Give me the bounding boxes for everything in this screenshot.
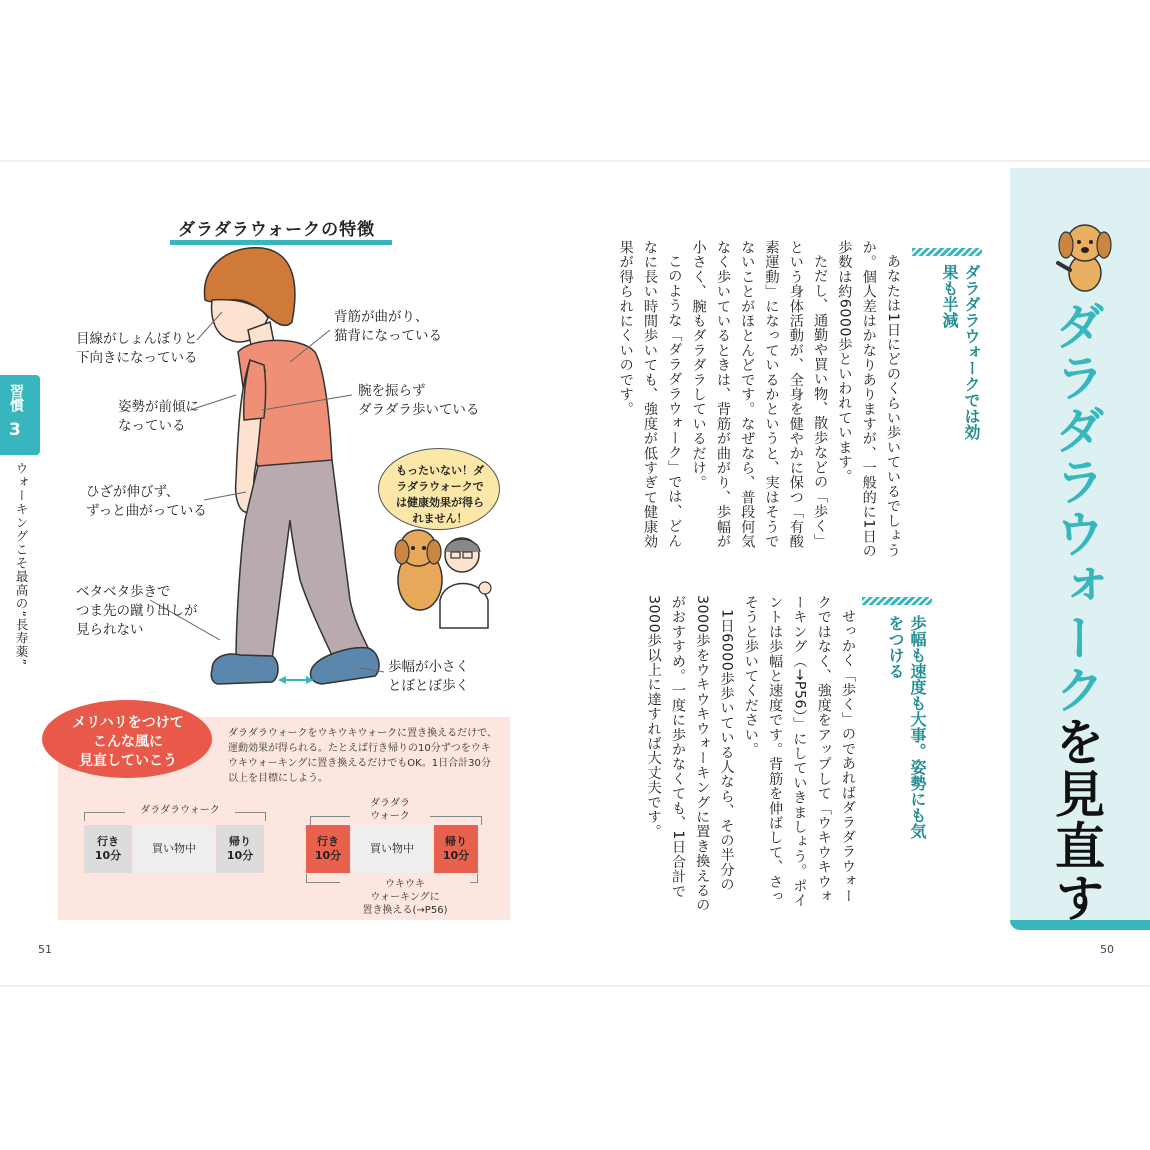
section2-heading-bar (862, 597, 932, 605)
main-title-part2: を見直す (1047, 716, 1105, 924)
section1-paragraph-2: ただし、通勤や買い物、散歩などの「歩く」という身体活動が、全身を健やかに保つ「有酸素運動」になっているかというと、実はそうでないことがほとんどです。なぜなら、普段何気なく歩いているときは、背筋が曲がり、歩幅が小さく、腕もダラダラしているだけ。 (690, 240, 829, 549)
right-top-label: ダラダラ ウォーク (350, 797, 430, 823)
label-back: 背筋が曲がり、 猫背になっている (334, 309, 442, 344)
section1-paragraph-1: あなたは1日にどのくらい歩いているでしょうか。個人差はかなりありますが、一般的に1日の歩数は約6000歩といわれています。 (836, 240, 901, 559)
chapter-subtitle: ウォーキングこそ最高の“長寿薬” (14, 462, 29, 666)
label-gaze: 目線がしょんぼりと 下向きになっている (76, 331, 198, 366)
main-title-part1: ダラダラウォーク (1047, 300, 1105, 716)
section2-heading: 歩幅も速度も大事。姿勢にも気をつける (886, 615, 927, 839)
label-posture: 姿勢が前傾に なっている (118, 399, 199, 434)
speech-bubble-text: もったいない！ダラダラウォークでは健康効果が得られません！ (396, 464, 484, 525)
section2-paragraph-1: せっかく「歩く」のであればダラダラウォークではなく、強度をアップして「ウキウキウォーキング（→P56）」にしていきましょう。ポイントは歩幅と速度です。背筋を伸ばして、さっそうと歩いてください。 (742, 595, 856, 908)
section1-heading-bar (912, 248, 982, 256)
label-stride: 歩幅が小さく とぼとぼ歩く (388, 659, 469, 694)
chapter-tab-label: 習慣 (8, 384, 24, 412)
right-cell-return: 帰り 10分 (434, 825, 478, 873)
label-arms: 腕を振らず ダラダラ歩いている (358, 383, 480, 418)
page-number-right: 50 (1100, 943, 1114, 956)
diagram-title: ダラダラウォークの特徴 (178, 220, 376, 240)
label-knee: ひざが伸びず、 ずっと曲がっている (86, 484, 207, 519)
right-cell-go: 行き 10分 (306, 825, 350, 873)
left-bracket-label: ダラダラウォーク (125, 804, 235, 817)
left-cell-shopping: 買い物中 (134, 825, 214, 873)
label-toe: ベタベタ歩きで つま先の蹴り出しが 見られない (76, 584, 198, 638)
left-cell-return: 帰り 10分 (216, 825, 264, 873)
chapter-tab-number: 3 (9, 420, 21, 440)
tips-description: ダラダラウォークをウキウキウォークに置き換えるだけで、運動効果が得られる。たとえば行き帰りの10分ずつをウキウキウォーキングに置き換えるだけでもOK。1日合計30分以上を目標にしよう。 (228, 728, 497, 784)
section2-body (640, 595, 860, 917)
page-number-left: 51 (38, 943, 52, 956)
dog-mascot-icon (1050, 215, 1120, 295)
right-bottom-label: ウキウキ ウォーキングに 置き換える(→P56) (340, 878, 470, 917)
section1-heading: ダラダラウォークでは効果も半減 (940, 264, 981, 440)
left-cell-go: 行き 10分 (84, 825, 132, 873)
section2-paragraph-2: 1日6000歩歩いている人なら、その半分の3000歩をウキウキウォーキングに置き換えるのがおすすめ。一度に歩かなくても、1日合計で3000歩以上に達すれば大丈夫です。 (645, 595, 735, 913)
section1-paragraph-3: このような「ダラダラウォーク」では、どんなに長い時間歩いても、強度が低すぎて健康効果が得られにくいのです。 (617, 240, 683, 549)
section1-body (617, 240, 905, 562)
tips-badge-text: メリハリをつけて こんな風に 見直していこう (72, 715, 184, 769)
right-cell-shopping: 買い物中 (352, 825, 432, 873)
main-title (1048, 300, 1104, 924)
